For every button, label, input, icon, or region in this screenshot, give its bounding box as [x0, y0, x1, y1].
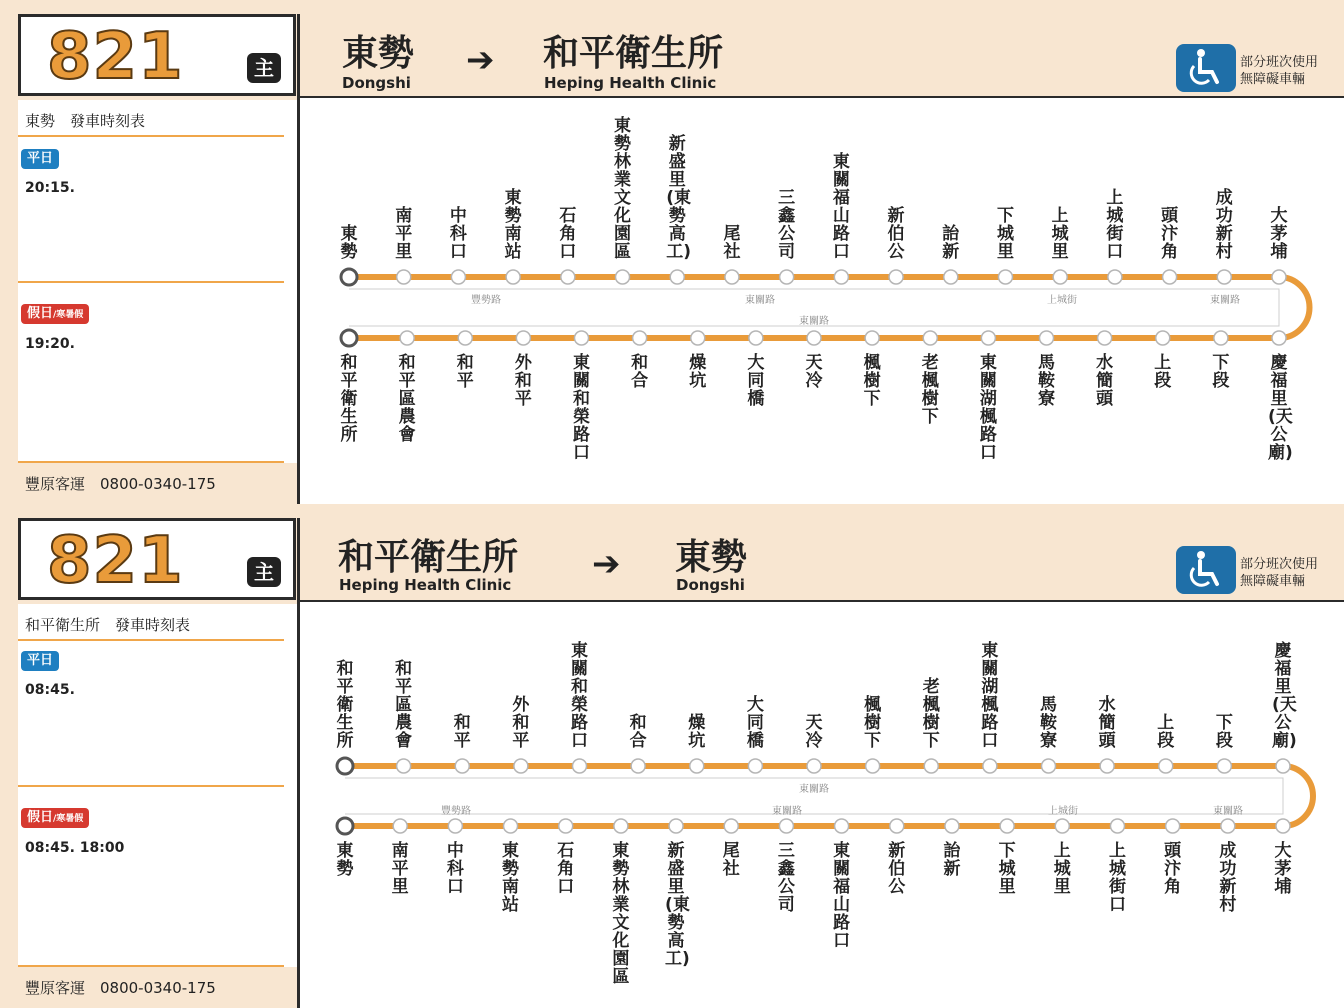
stop-marker[interactable]: [1156, 331, 1170, 345]
route-diagram: [300, 602, 1344, 1008]
stop-marker[interactable]: [458, 331, 472, 345]
operator-contact: 豐原客運 0800-0340-175: [25, 475, 216, 493]
holiday-label: 假日: [27, 810, 54, 825]
stop-name[interactable]: 和平: [456, 353, 474, 391]
stop-marker[interactable]: [633, 331, 647, 345]
stop-name[interactable]: 馬鞍寮: [1038, 353, 1055, 409]
route-line-svg: [300, 98, 1344, 504]
stop-name[interactable]: 下城里: [998, 841, 1016, 897]
stop-name[interactable]: 上段: [1157, 713, 1175, 751]
stop-name[interactable]: 三鑫公司: [778, 188, 796, 262]
stop-marker[interactable]: [616, 270, 630, 284]
stop-marker[interactable]: [670, 270, 684, 284]
stop-name[interactable]: 老楓樹下: [922, 677, 940, 751]
stop-marker[interactable]: [455, 759, 469, 773]
stop-marker[interactable]: [559, 819, 573, 833]
stop-marker[interactable]: [1053, 270, 1067, 284]
stop-name[interactable]: 東勢南站: [504, 188, 522, 262]
stop-name[interactable]: 成功新村: [1219, 841, 1237, 915]
stop-marker[interactable]: [835, 819, 849, 833]
stop-name[interactable]: 燥坑: [689, 353, 707, 391]
timetable: [18, 604, 300, 1008]
stop-name[interactable]: 上城里: [1053, 841, 1071, 897]
stop-name[interactable]: 大同橋: [747, 353, 765, 409]
holiday-sublabel: /寒暑假: [53, 814, 84, 824]
stop-marker[interactable]: [1276, 759, 1290, 773]
destination-name: 東勢: [675, 537, 748, 578]
accessibility-note-line: 無障礙車輛: [1240, 72, 1306, 87]
stop-marker[interactable]: [1108, 270, 1122, 284]
stop-marker[interactable]: [1272, 270, 1286, 284]
stop-name[interactable]: 天冷: [805, 713, 823, 751]
stop-marker[interactable]: [998, 270, 1012, 284]
holiday-label: 假日: [27, 306, 54, 321]
stop-marker[interactable]: [924, 759, 938, 773]
stop-name[interactable]: 東關和榮路口: [571, 641, 588, 751]
route-number-box: [18, 14, 296, 96]
stop-name[interactable]: 詒新: [943, 841, 961, 879]
stop-marker[interactable]: [504, 819, 518, 833]
destination-name: 和平衛生所: [543, 33, 724, 74]
stop-name[interactable]: 中科口: [449, 206, 467, 262]
route-number: 821: [47, 20, 184, 94]
stop-name[interactable]: 水簡頭: [1096, 353, 1114, 409]
timetable-title: 和平衛生所 發車時刻表: [25, 616, 191, 634]
footer: [18, 967, 300, 1008]
stop-name[interactable]: 東關福山路口: [832, 152, 850, 262]
stop-name[interactable]: 詒新: [942, 224, 960, 262]
destination-name-en: Dongshi: [676, 576, 745, 594]
stop-marker[interactable]: [1000, 819, 1014, 833]
stop-name[interactable]: 和合: [629, 713, 647, 751]
stop-marker[interactable]: [1100, 759, 1114, 773]
stop-marker[interactable]: [397, 270, 411, 284]
accessibility-note-line: 部分班次使用: [1240, 557, 1319, 572]
weekday-badge: 平日: [21, 651, 59, 671]
stop-marker[interactable]: [400, 331, 414, 345]
stop-name[interactable]: 新伯公: [887, 206, 905, 262]
holiday-badge: [21, 808, 89, 828]
stop-marker[interactable]: [691, 331, 705, 345]
divider: [18, 281, 284, 283]
accessibility-note-line: 部分班次使用: [1240, 55, 1319, 70]
road-label: 上城街: [1047, 295, 1077, 306]
stop-name[interactable]: 頭汴角: [1161, 206, 1179, 262]
stop-marker[interactable]: [393, 819, 407, 833]
stop-name[interactable]: 頭汴角: [1164, 841, 1182, 897]
weekday-badge: 平日: [21, 149, 59, 169]
stop-name[interactable]: 大茅埔: [1274, 841, 1292, 897]
stop-name[interactable]: 老楓樹下: [921, 353, 939, 427]
stop-marker[interactable]: [945, 819, 959, 833]
stop-name[interactable]: 和平區農會: [398, 353, 416, 445]
footer: [18, 463, 300, 504]
main-route-badge: 主: [247, 557, 281, 587]
wheelchair-icon: [1176, 546, 1236, 594]
stop-name[interactable]: 南平里: [391, 841, 409, 897]
stop-marker[interactable]: [981, 331, 995, 345]
accessibility-note: [1240, 54, 1318, 88]
stop-name[interactable]: 下段: [1212, 353, 1230, 391]
stop-marker[interactable]: [807, 331, 821, 345]
stop-marker[interactable]: [1214, 331, 1228, 345]
stop-name[interactable]: 尾社: [723, 224, 741, 262]
stop-name[interactable]: 上段: [1154, 353, 1172, 391]
road-label: 上城街: [1048, 806, 1078, 817]
accessibility-note: [1240, 556, 1318, 590]
stop-marker[interactable]: [725, 270, 739, 284]
stop-marker[interactable]: [448, 819, 462, 833]
stop-name[interactable]: 石角口: [557, 841, 575, 897]
stop-marker[interactable]: [1110, 819, 1124, 833]
route-line: [349, 277, 1310, 338]
stop-marker[interactable]: [506, 270, 520, 284]
stop-name[interactable]: 下城里: [996, 206, 1014, 262]
stop-name[interactable]: 中科口: [446, 841, 464, 897]
divider: [18, 785, 284, 787]
direction-arrow-icon: ➔: [466, 40, 495, 80]
stop-name[interactable]: 東勢南站: [502, 841, 520, 915]
terminal-stop-marker[interactable]: [337, 818, 353, 834]
terminal-stop-marker[interactable]: [341, 330, 357, 346]
accessibility-note-line: 無障礙車輛: [1240, 574, 1306, 589]
origin-name: 東勢: [342, 33, 415, 74]
stop-name[interactable]: 馬鞍寮: [1040, 695, 1057, 751]
stop-marker[interactable]: [889, 270, 903, 284]
stop-name[interactable]: 東勢: [336, 841, 354, 879]
stop-marker[interactable]: [983, 759, 997, 773]
operator-contact: 豐原客運 0800-0340-175: [25, 979, 216, 997]
stop-name[interactable]: 大同橋: [746, 695, 764, 751]
stop-name[interactable]: 東關湖楓路口: [979, 353, 997, 463]
stop-marker[interactable]: [749, 331, 763, 345]
terminal-stop-marker[interactable]: [337, 758, 353, 774]
stop-name[interactable]: 新伯公: [888, 841, 906, 897]
stop-marker[interactable]: [1163, 270, 1177, 284]
stop-name[interactable]: 和平: [453, 713, 471, 751]
stop-marker[interactable]: [807, 759, 821, 773]
holiday-times: 19:20.: [25, 336, 75, 352]
stop-marker[interactable]: [573, 759, 587, 773]
stop-marker[interactable]: [724, 819, 738, 833]
holiday-badge: [21, 304, 89, 324]
stop-marker[interactable]: [1055, 819, 1069, 833]
stop-marker[interactable]: [514, 759, 528, 773]
stop-name[interactable]: 水簡頭: [1098, 695, 1116, 751]
stop-name[interactable]: 上城街口: [1108, 841, 1126, 915]
stop-name[interactable]: 東勢林業文化園區: [614, 116, 632, 262]
stop-name[interactable]: 南平里: [395, 206, 413, 262]
road-label: 東關路: [1213, 806, 1243, 817]
stop-marker[interactable]: [1159, 759, 1173, 773]
stop-name[interactable]: 東關湖楓路口: [981, 641, 999, 751]
road-label: 東關路: [799, 316, 829, 327]
stop-name[interactable]: 天冷: [805, 353, 823, 391]
road-label: 東關路: [799, 784, 829, 795]
origin-name: 和平衛生所: [338, 537, 519, 578]
stop-marker[interactable]: [1272, 331, 1286, 345]
stop-marker[interactable]: [575, 331, 589, 345]
stop-marker[interactable]: [923, 331, 937, 345]
stop-marker[interactable]: [944, 270, 958, 284]
main-route-badge: 主: [247, 53, 281, 83]
stop-name[interactable]: 楓樹下: [863, 353, 881, 409]
stop-marker[interactable]: [669, 819, 683, 833]
stop-name[interactable]: 和平衛生所: [336, 659, 354, 751]
stop-marker[interactable]: [779, 819, 793, 833]
stop-marker[interactable]: [1276, 819, 1290, 833]
weekday-times: 20:15.: [25, 180, 75, 196]
stop-marker[interactable]: [614, 819, 628, 833]
stop-marker[interactable]: [1040, 331, 1054, 345]
origin-name-en: Heping Health Clinic: [339, 576, 512, 594]
route-diagram: [300, 98, 1344, 504]
stop-name[interactable]: 東關福山路口: [833, 841, 851, 951]
stop-name[interactable]: 和平衛生所: [340, 353, 358, 445]
stop-marker[interactable]: [561, 270, 575, 284]
stop-name[interactable]: 石角口: [559, 206, 577, 262]
stop-marker[interactable]: [1217, 759, 1231, 773]
stop-name[interactable]: 和合: [631, 353, 649, 391]
stop-marker[interactable]: [890, 819, 904, 833]
stop-name[interactable]: 外和平: [512, 695, 530, 751]
stop-marker[interactable]: [748, 759, 762, 773]
stop-name[interactable]: 上城街口: [1106, 188, 1124, 262]
road-label: 豐勢路: [441, 806, 471, 817]
timetable: [18, 100, 300, 504]
stop-name[interactable]: 成功新村: [1215, 188, 1233, 262]
stop-marker[interactable]: [631, 759, 645, 773]
divider: [18, 135, 284, 137]
stop-name[interactable]: 上城里: [1051, 206, 1069, 262]
stop-marker[interactable]: [397, 759, 411, 773]
stop-marker[interactable]: [865, 331, 879, 345]
stop-name[interactable]: 新盛里(東勢高工): [666, 134, 692, 262]
stop-name[interactable]: 大茅埔: [1270, 206, 1288, 262]
stop-marker[interactable]: [690, 759, 704, 773]
stop-name[interactable]: 新盛里(東勢高工): [665, 841, 690, 969]
destination-name-en: Heping Health Clinic: [544, 74, 717, 92]
stop-marker[interactable]: [866, 759, 880, 773]
stop-marker[interactable]: [1166, 819, 1180, 833]
route-number: 821: [47, 524, 184, 598]
stop-name[interactable]: 燥坑: [688, 713, 706, 751]
stop-name[interactable]: 下段: [1215, 713, 1233, 751]
divider: [18, 639, 284, 641]
holiday-sublabel: /寒暑假: [53, 310, 84, 320]
stop-name[interactable]: 和平區農會: [395, 659, 413, 751]
route-number-box: [18, 518, 296, 600]
stop-name[interactable]: 東勢: [340, 224, 358, 262]
stop-marker[interactable]: [1042, 759, 1056, 773]
stop-marker[interactable]: [516, 331, 530, 345]
terminal-stop-marker[interactable]: [341, 269, 357, 285]
timetable-title: 東勢 發車時刻表: [25, 112, 146, 130]
origin-name-en: Dongshi: [342, 74, 411, 92]
road-label: 豐勢路: [471, 295, 501, 306]
road-label: 東關路: [1210, 295, 1240, 306]
stop-marker[interactable]: [1098, 331, 1112, 345]
stop-name[interactable]: 外和平: [514, 353, 532, 409]
inbound-panel: [0, 504, 1344, 1008]
stop-name[interactable]: 慶福里(天公廟): [1268, 353, 1293, 463]
holiday-times: 08:45. 18:00: [25, 840, 125, 856]
stop-name[interactable]: 尾社: [722, 841, 740, 879]
wheelchair-icon: [1176, 44, 1236, 92]
stop-marker[interactable]: [451, 270, 465, 284]
road-label: 東關路: [772, 806, 802, 817]
stop-name[interactable]: 楓樹下: [864, 695, 882, 751]
stop-name[interactable]: 東關和榮路口: [573, 353, 590, 463]
weekday-times: 08:45.: [25, 682, 75, 698]
road-label: 東關路: [745, 295, 775, 306]
stop-marker[interactable]: [1217, 270, 1231, 284]
stop-marker[interactable]: [834, 270, 848, 284]
stop-name[interactable]: 慶福里(天公廟): [1272, 641, 1297, 751]
stop-name[interactable]: 東勢林業文化園區: [612, 841, 630, 987]
direction-arrow-icon: ➔: [592, 544, 621, 584]
stop-name[interactable]: 三鑫公司: [777, 841, 795, 915]
stop-marker[interactable]: [1221, 819, 1235, 833]
route-line: [345, 766, 1313, 826]
stop-marker[interactable]: [780, 270, 794, 284]
